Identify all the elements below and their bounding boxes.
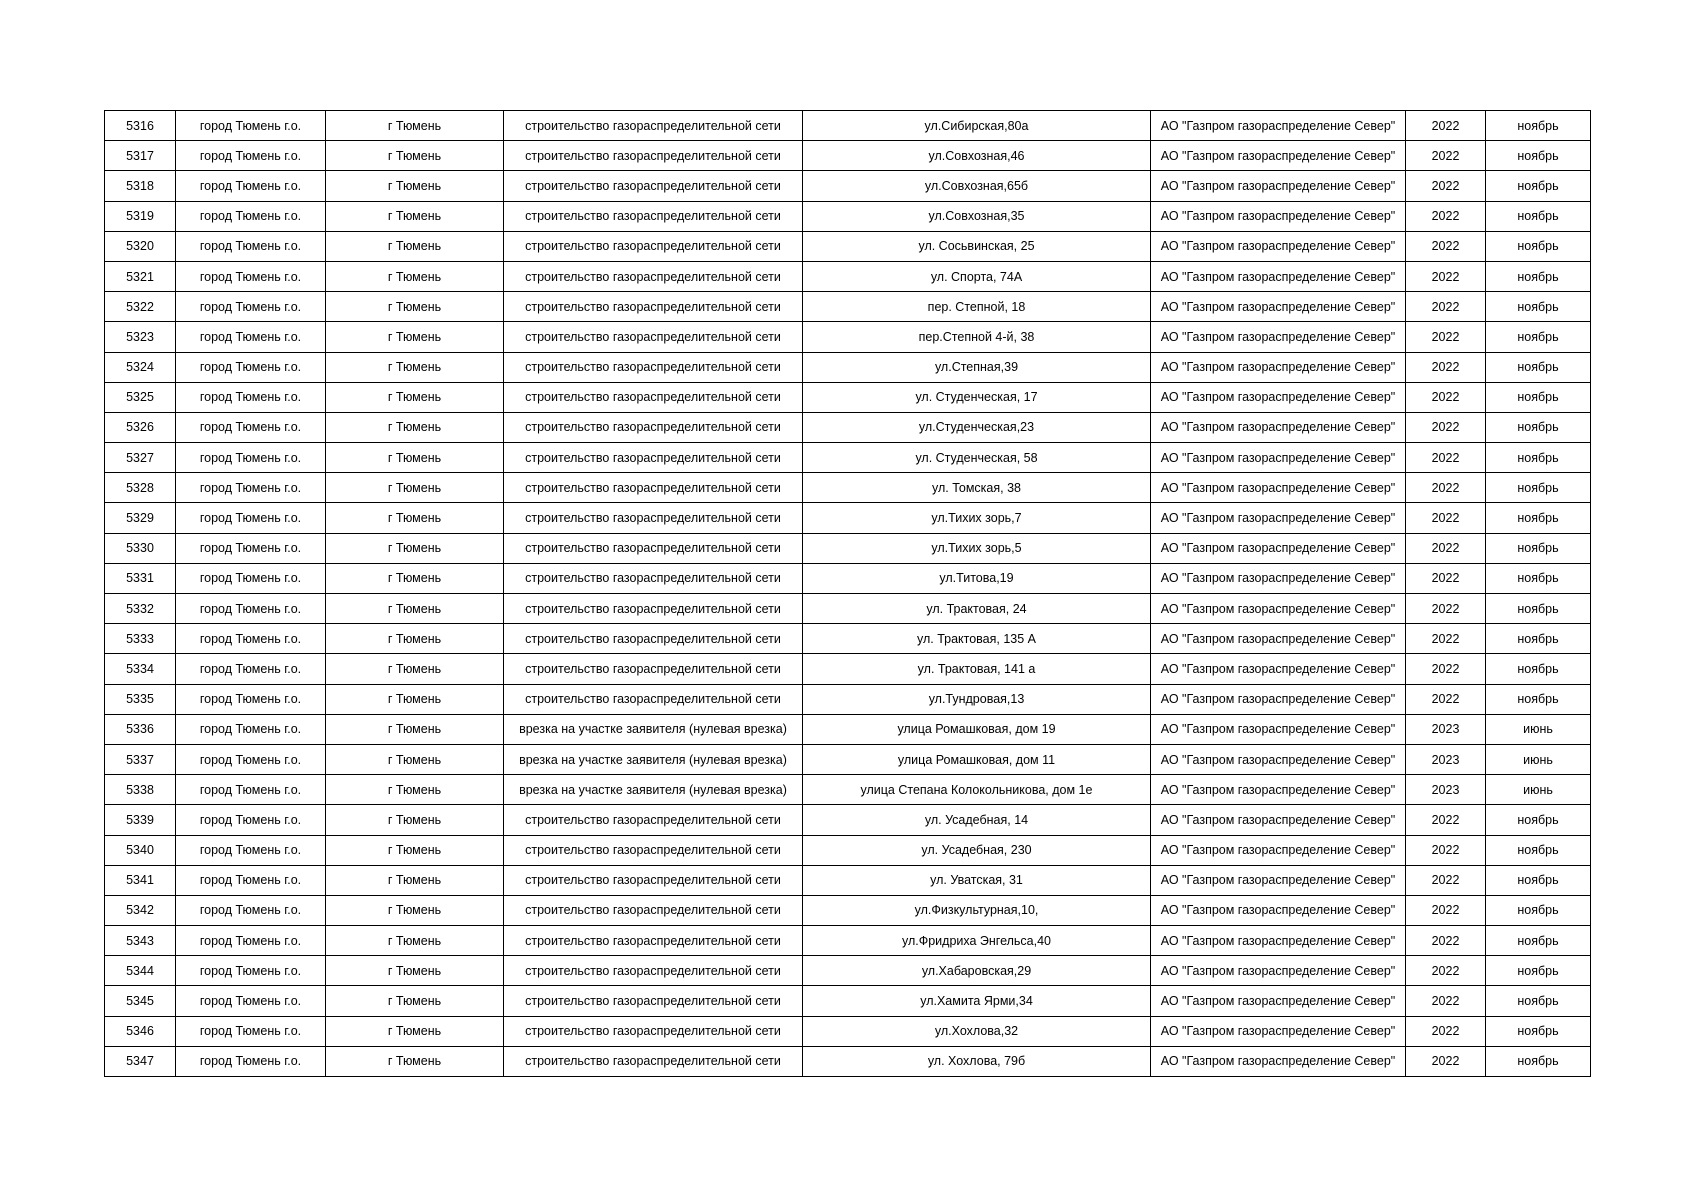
settlement-cell: г Тюмень <box>326 201 504 231</box>
work-type-cell: строительство газораспределительной сети <box>504 382 803 412</box>
row-number-cell: 5336 <box>105 714 176 744</box>
month-cell: ноябрь <box>1486 684 1591 714</box>
settlement-cell: г Тюмень <box>326 624 504 654</box>
table-row <box>105 835 1591 865</box>
address-cell: улица Ромашковая, дом 11 <box>803 744 1151 774</box>
year-cell: 2022 <box>1406 1016 1486 1046</box>
address-cell: ул.Физкультурная,10, <box>803 895 1151 925</box>
work-type-cell: строительство газораспределительной сети <box>504 684 803 714</box>
municipality-cell: город Тюмень г.о. <box>176 594 326 624</box>
address-cell: пер.Степной 4-й, 38 <box>803 322 1151 352</box>
address-cell: ул.Сибирская,80а <box>803 111 1151 141</box>
month-cell: июнь <box>1486 714 1591 744</box>
work-type-cell: строительство газораспределительной сети <box>504 292 803 322</box>
work-type-cell: строительство газораспределительной сети <box>504 231 803 261</box>
year-cell: 2022 <box>1406 895 1486 925</box>
month-cell: ноябрь <box>1486 654 1591 684</box>
year-cell: 2022 <box>1406 986 1486 1016</box>
work-type-cell: строительство газораспределительной сети <box>504 563 803 593</box>
table-row <box>105 352 1591 382</box>
organization-cell: АО "Газпром газораспределение Север" <box>1151 1016 1406 1046</box>
month-cell: ноябрь <box>1486 443 1591 473</box>
organization-cell: АО "Газпром газораспределение Север" <box>1151 594 1406 624</box>
month-cell: ноябрь <box>1486 322 1591 352</box>
month-cell: ноябрь <box>1486 986 1591 1016</box>
row-number-cell: 5320 <box>105 231 176 261</box>
organization-cell: АО "Газпром газораспределение Север" <box>1151 805 1406 835</box>
month-cell: ноябрь <box>1486 865 1591 895</box>
month-cell: ноябрь <box>1486 533 1591 563</box>
work-type-cell: строительство газораспределительной сети <box>504 412 803 442</box>
organization-cell: АО "Газпром газораспределение Север" <box>1151 835 1406 865</box>
settlement-cell: г Тюмень <box>326 895 504 925</box>
settlement-cell: г Тюмень <box>326 382 504 412</box>
organization-cell: АО "Газпром газораспределение Север" <box>1151 895 1406 925</box>
table-row <box>105 412 1591 442</box>
row-number-cell: 5331 <box>105 563 176 593</box>
settlement-cell: г Тюмень <box>326 926 504 956</box>
year-cell: 2022 <box>1406 684 1486 714</box>
year-cell: 2022 <box>1406 141 1486 171</box>
work-type-cell: строительство газораспределительной сети <box>504 1046 803 1076</box>
address-cell: ул.Совхозная,35 <box>803 201 1151 231</box>
table-row <box>105 563 1591 593</box>
month-cell: ноябрь <box>1486 201 1591 231</box>
month-cell: ноябрь <box>1486 473 1591 503</box>
address-cell: ул. Студенческая, 17 <box>803 382 1151 412</box>
table-row <box>105 624 1591 654</box>
organization-cell: АО "Газпром газораспределение Север" <box>1151 744 1406 774</box>
address-cell: ул.Совхозная,65б <box>803 171 1151 201</box>
settlement-cell: г Тюмень <box>326 563 504 593</box>
organization-cell: АО "Газпром газораспределение Север" <box>1151 956 1406 986</box>
row-number-cell: 5322 <box>105 292 176 322</box>
work-type-cell: строительство газораспределительной сети <box>504 624 803 654</box>
row-number-cell: 5339 <box>105 805 176 835</box>
address-cell: ул.Тихих зорь,7 <box>803 503 1151 533</box>
organization-cell: АО "Газпром газораспределение Север" <box>1151 382 1406 412</box>
table-row <box>105 201 1591 231</box>
municipality-cell: город Тюмень г.о. <box>176 805 326 835</box>
year-cell: 2023 <box>1406 775 1486 805</box>
month-cell: ноябрь <box>1486 624 1591 654</box>
month-cell: ноябрь <box>1486 563 1591 593</box>
year-cell: 2022 <box>1406 261 1486 291</box>
settlement-cell: г Тюмень <box>326 231 504 261</box>
address-cell: ул. Трактовая, 141 а <box>803 654 1151 684</box>
municipality-cell: город Тюмень г.о. <box>176 926 326 956</box>
row-number-cell: 5326 <box>105 412 176 442</box>
settlement-cell: г Тюмень <box>326 171 504 201</box>
row-number-cell: 5346 <box>105 1016 176 1046</box>
organization-cell: АО "Газпром газораспределение Север" <box>1151 684 1406 714</box>
organization-cell: АО "Газпром газораспределение Север" <box>1151 986 1406 1016</box>
municipality-cell: город Тюмень г.о. <box>176 835 326 865</box>
month-cell: ноябрь <box>1486 382 1591 412</box>
organization-cell: АО "Газпром газораспределение Север" <box>1151 231 1406 261</box>
work-type-cell: строительство газораспределительной сети <box>504 171 803 201</box>
organization-cell: АО "Газпром газораспределение Север" <box>1151 533 1406 563</box>
municipality-cell: город Тюмень г.о. <box>176 382 326 412</box>
table-row <box>105 141 1591 171</box>
settlement-cell: г Тюмень <box>326 503 504 533</box>
work-type-cell: строительство газораспределительной сети <box>504 865 803 895</box>
month-cell: ноябрь <box>1486 111 1591 141</box>
settlement-cell: г Тюмень <box>326 1046 504 1076</box>
organization-cell: АО "Газпром газораспределение Север" <box>1151 261 1406 291</box>
municipality-cell: город Тюмень г.о. <box>176 1016 326 1046</box>
row-number-cell: 5317 <box>105 141 176 171</box>
municipality-cell: город Тюмень г.о. <box>176 986 326 1016</box>
address-cell: ул. Усадебная, 14 <box>803 805 1151 835</box>
settlement-cell: г Тюмень <box>326 835 504 865</box>
settlement-cell: г Тюмень <box>326 865 504 895</box>
municipality-cell: город Тюмень г.о. <box>176 533 326 563</box>
table-row <box>105 744 1591 774</box>
year-cell: 2022 <box>1406 231 1486 261</box>
work-type-cell: строительство газораспределительной сети <box>504 443 803 473</box>
table-row <box>105 895 1591 925</box>
row-number-cell: 5338 <box>105 775 176 805</box>
row-number-cell: 5335 <box>105 684 176 714</box>
table-row <box>105 956 1591 986</box>
table-row <box>105 322 1591 352</box>
municipality-cell: город Тюмень г.о. <box>176 412 326 442</box>
month-cell: ноябрь <box>1486 926 1591 956</box>
settlement-cell: г Тюмень <box>326 292 504 322</box>
work-type-cell: строительство газораспределительной сети <box>504 473 803 503</box>
month-cell: ноябрь <box>1486 594 1591 624</box>
address-cell: ул.Хамита Ярми,34 <box>803 986 1151 1016</box>
organization-cell: АО "Газпром газораспределение Север" <box>1151 292 1406 322</box>
row-number-cell: 5343 <box>105 926 176 956</box>
row-number-cell: 5316 <box>105 111 176 141</box>
address-cell: ул.Тундровая,13 <box>803 684 1151 714</box>
address-cell: пер. Степной, 18 <box>803 292 1151 322</box>
year-cell: 2022 <box>1406 201 1486 231</box>
table-row <box>105 684 1591 714</box>
address-cell: ул.Хабаровская,29 <box>803 956 1151 986</box>
municipality-cell: город Тюмень г.о. <box>176 292 326 322</box>
month-cell: ноябрь <box>1486 895 1591 925</box>
year-cell: 2023 <box>1406 714 1486 744</box>
table-row <box>105 231 1591 261</box>
settlement-cell: г Тюмень <box>326 261 504 291</box>
year-cell: 2022 <box>1406 533 1486 563</box>
municipality-cell: город Тюмень г.о. <box>176 956 326 986</box>
municipality-cell: город Тюмень г.о. <box>176 171 326 201</box>
row-number-cell: 5318 <box>105 171 176 201</box>
year-cell: 2022 <box>1406 292 1486 322</box>
municipality-cell: город Тюмень г.о. <box>176 775 326 805</box>
table-row <box>105 1016 1591 1046</box>
municipality-cell: город Тюмень г.о. <box>176 624 326 654</box>
organization-cell: АО "Газпром газораспределение Север" <box>1151 443 1406 473</box>
work-type-cell: строительство газораспределительной сети <box>504 805 803 835</box>
settlement-cell: г Тюмень <box>326 322 504 352</box>
municipality-cell: город Тюмень г.о. <box>176 261 326 291</box>
municipality-cell: город Тюмень г.о. <box>176 352 326 382</box>
year-cell: 2022 <box>1406 956 1486 986</box>
data-table <box>104 110 1591 1077</box>
table-row <box>105 654 1591 684</box>
row-number-cell: 5319 <box>105 201 176 231</box>
address-cell: ул. Уватская, 31 <box>803 865 1151 895</box>
year-cell: 2022 <box>1406 503 1486 533</box>
municipality-cell: город Тюмень г.о. <box>176 1046 326 1076</box>
organization-cell: АО "Газпром газораспределение Север" <box>1151 503 1406 533</box>
address-cell: ул.Хохлова,32 <box>803 1016 1151 1046</box>
address-cell: ул. Трактовая, 135 А <box>803 624 1151 654</box>
month-cell: ноябрь <box>1486 805 1591 835</box>
address-cell: ул. Хохлова, 79б <box>803 1046 1151 1076</box>
table-row <box>105 533 1591 563</box>
year-cell: 2022 <box>1406 624 1486 654</box>
settlement-cell: г Тюмень <box>326 352 504 382</box>
row-number-cell: 5323 <box>105 322 176 352</box>
table-row <box>105 503 1591 533</box>
work-type-cell: врезка на участке заявителя (нулевая врезка) <box>504 775 803 805</box>
month-cell: ноябрь <box>1486 1046 1591 1076</box>
month-cell: ноябрь <box>1486 261 1591 291</box>
address-cell: ул.Студенческая,23 <box>803 412 1151 442</box>
address-cell: ул. Усадебная, 230 <box>803 835 1151 865</box>
row-number-cell: 5333 <box>105 624 176 654</box>
municipality-cell: город Тюмень г.о. <box>176 231 326 261</box>
address-cell: ул. Томская, 38 <box>803 473 1151 503</box>
address-cell: улица Ромашковая, дом 19 <box>803 714 1151 744</box>
settlement-cell: г Тюмень <box>326 533 504 563</box>
work-type-cell: строительство газораспределительной сети <box>504 503 803 533</box>
settlement-cell: г Тюмень <box>326 956 504 986</box>
table-row <box>105 1046 1591 1076</box>
year-cell: 2022 <box>1406 352 1486 382</box>
row-number-cell: 5325 <box>105 382 176 412</box>
settlement-cell: г Тюмень <box>326 805 504 835</box>
year-cell: 2022 <box>1406 865 1486 895</box>
month-cell: ноябрь <box>1486 292 1591 322</box>
year-cell: 2022 <box>1406 382 1486 412</box>
organization-cell: АО "Газпром газораспределение Север" <box>1151 322 1406 352</box>
year-cell: 2022 <box>1406 805 1486 835</box>
month-cell: июнь <box>1486 775 1591 805</box>
month-cell: ноябрь <box>1486 352 1591 382</box>
organization-cell: АО "Газпром газораспределение Север" <box>1151 111 1406 141</box>
settlement-cell: г Тюмень <box>326 986 504 1016</box>
work-type-cell: врезка на участке заявителя (нулевая врезка) <box>504 744 803 774</box>
row-number-cell: 5334 <box>105 654 176 684</box>
address-cell: ул. Сосьвинская, 25 <box>803 231 1151 261</box>
row-number-cell: 5321 <box>105 261 176 291</box>
table-row <box>105 714 1591 744</box>
row-number-cell: 5342 <box>105 895 176 925</box>
municipality-cell: город Тюмень г.о. <box>176 744 326 774</box>
row-number-cell: 5330 <box>105 533 176 563</box>
table-row <box>105 775 1591 805</box>
settlement-cell: г Тюмень <box>326 714 504 744</box>
address-cell: ул.Тихих зорь,5 <box>803 533 1151 563</box>
organization-cell: АО "Газпром газораспределение Север" <box>1151 775 1406 805</box>
work-type-cell: строительство газораспределительной сети <box>504 261 803 291</box>
settlement-cell: г Тюмень <box>326 775 504 805</box>
settlement-cell: г Тюмень <box>326 443 504 473</box>
municipality-cell: город Тюмень г.о. <box>176 111 326 141</box>
month-cell: ноябрь <box>1486 1016 1591 1046</box>
month-cell: ноябрь <box>1486 171 1591 201</box>
row-number-cell: 5345 <box>105 986 176 1016</box>
municipality-cell: город Тюмень г.о. <box>176 141 326 171</box>
work-type-cell: строительство газораспределительной сети <box>504 352 803 382</box>
settlement-cell: г Тюмень <box>326 412 504 442</box>
year-cell: 2022 <box>1406 473 1486 503</box>
table-row <box>105 382 1591 412</box>
municipality-cell: город Тюмень г.о. <box>176 654 326 684</box>
work-type-cell: строительство газораспределительной сети <box>504 141 803 171</box>
municipality-cell: город Тюмень г.о. <box>176 895 326 925</box>
work-type-cell: строительство газораспределительной сети <box>504 895 803 925</box>
year-cell: 2022 <box>1406 1046 1486 1076</box>
work-type-cell: строительство газораспределительной сети <box>504 533 803 563</box>
work-type-cell: строительство газораспределительной сети <box>504 1016 803 1046</box>
organization-cell: АО "Газпром газораспределение Север" <box>1151 1046 1406 1076</box>
municipality-cell: город Тюмень г.о. <box>176 714 326 744</box>
table-row <box>105 111 1591 141</box>
municipality-cell: город Тюмень г.о. <box>176 503 326 533</box>
settlement-cell: г Тюмень <box>326 654 504 684</box>
table-row <box>105 292 1591 322</box>
work-type-cell: строительство газораспределительной сети <box>504 594 803 624</box>
row-number-cell: 5329 <box>105 503 176 533</box>
organization-cell: АО "Газпром газораспределение Север" <box>1151 714 1406 744</box>
table-row <box>105 865 1591 895</box>
year-cell: 2022 <box>1406 171 1486 201</box>
year-cell: 2022 <box>1406 322 1486 352</box>
address-cell: ул.Титова,19 <box>803 563 1151 593</box>
year-cell: 2022 <box>1406 443 1486 473</box>
row-number-cell: 5337 <box>105 744 176 774</box>
row-number-cell: 5327 <box>105 443 176 473</box>
work-type-cell: врезка на участке заявителя (нулевая врезка) <box>504 714 803 744</box>
municipality-cell: город Тюмень г.о. <box>176 865 326 895</box>
table-row <box>105 473 1591 503</box>
table-row <box>105 443 1591 473</box>
address-cell: ул.Фридриха Энгельса,40 <box>803 926 1151 956</box>
row-number-cell: 5344 <box>105 956 176 986</box>
municipality-cell: город Тюмень г.о. <box>176 322 326 352</box>
month-cell: ноябрь <box>1486 141 1591 171</box>
year-cell: 2023 <box>1406 744 1486 774</box>
month-cell: ноябрь <box>1486 231 1591 261</box>
municipality-cell: город Тюмень г.о. <box>176 563 326 593</box>
settlement-cell: г Тюмень <box>326 744 504 774</box>
settlement-cell: г Тюмень <box>326 473 504 503</box>
organization-cell: АО "Газпром газораспределение Север" <box>1151 201 1406 231</box>
address-cell: ул. Трактовая, 24 <box>803 594 1151 624</box>
address-cell: ул.Совхозная,46 <box>803 141 1151 171</box>
row-number-cell: 5328 <box>105 473 176 503</box>
row-number-cell: 5341 <box>105 865 176 895</box>
settlement-cell: г Тюмень <box>326 141 504 171</box>
table-row <box>105 805 1591 835</box>
work-type-cell: строительство газораспределительной сети <box>504 986 803 1016</box>
table-row <box>105 926 1591 956</box>
table-row <box>105 261 1591 291</box>
work-type-cell: строительство газораспределительной сети <box>504 926 803 956</box>
work-type-cell: строительство газораспределительной сети <box>504 956 803 986</box>
organization-cell: АО "Газпром газораспределение Север" <box>1151 412 1406 442</box>
municipality-cell: город Тюмень г.о. <box>176 684 326 714</box>
month-cell: ноябрь <box>1486 956 1591 986</box>
organization-cell: АО "Газпром газораспределение Север" <box>1151 926 1406 956</box>
work-type-cell: строительство газораспределительной сети <box>504 111 803 141</box>
work-type-cell: строительство газораспределительной сети <box>504 201 803 231</box>
row-number-cell: 5347 <box>105 1046 176 1076</box>
settlement-cell: г Тюмень <box>326 594 504 624</box>
table-row <box>105 171 1591 201</box>
municipality-cell: город Тюмень г.о. <box>176 443 326 473</box>
work-type-cell: строительство газораспределительной сети <box>504 835 803 865</box>
year-cell: 2022 <box>1406 926 1486 956</box>
month-cell: ноябрь <box>1486 503 1591 533</box>
table-row <box>105 986 1591 1016</box>
work-type-cell: строительство газораспределительной сети <box>504 654 803 684</box>
year-cell: 2022 <box>1406 412 1486 442</box>
settlement-cell: г Тюмень <box>326 111 504 141</box>
settlement-cell: г Тюмень <box>326 684 504 714</box>
year-cell: 2022 <box>1406 835 1486 865</box>
work-type-cell: строительство газораспределительной сети <box>504 322 803 352</box>
month-cell: ноябрь <box>1486 412 1591 442</box>
organization-cell: АО "Газпром газораспределение Север" <box>1151 141 1406 171</box>
year-cell: 2022 <box>1406 594 1486 624</box>
year-cell: 2022 <box>1406 654 1486 684</box>
table-row <box>105 594 1591 624</box>
organization-cell: АО "Газпром газораспределение Север" <box>1151 473 1406 503</box>
row-number-cell: 5340 <box>105 835 176 865</box>
row-number-cell: 5332 <box>105 594 176 624</box>
address-cell: ул. Студенческая, 58 <box>803 443 1151 473</box>
year-cell: 2022 <box>1406 111 1486 141</box>
address-cell: ул.Степная,39 <box>803 352 1151 382</box>
organization-cell: АО "Газпром газораспределение Север" <box>1151 563 1406 593</box>
municipality-cell: город Тюмень г.о. <box>176 473 326 503</box>
year-cell: 2022 <box>1406 563 1486 593</box>
organization-cell: АО "Газпром газораспределение Север" <box>1151 352 1406 382</box>
organization-cell: АО "Газпром газораспределение Север" <box>1151 171 1406 201</box>
settlement-cell: г Тюмень <box>326 1016 504 1046</box>
organization-cell: АО "Газпром газораспределение Север" <box>1151 654 1406 684</box>
month-cell: июнь <box>1486 744 1591 774</box>
address-cell: ул. Спорта, 74А <box>803 261 1151 291</box>
organization-cell: АО "Газпром газораспределение Север" <box>1151 624 1406 654</box>
row-number-cell: 5324 <box>105 352 176 382</box>
month-cell: ноябрь <box>1486 835 1591 865</box>
municipality-cell: город Тюмень г.о. <box>176 201 326 231</box>
address-cell: улица Степана Колокольникова, дом 1е <box>803 775 1151 805</box>
organization-cell: АО "Газпром газораспределение Север" <box>1151 865 1406 895</box>
table-body <box>105 111 1591 1077</box>
